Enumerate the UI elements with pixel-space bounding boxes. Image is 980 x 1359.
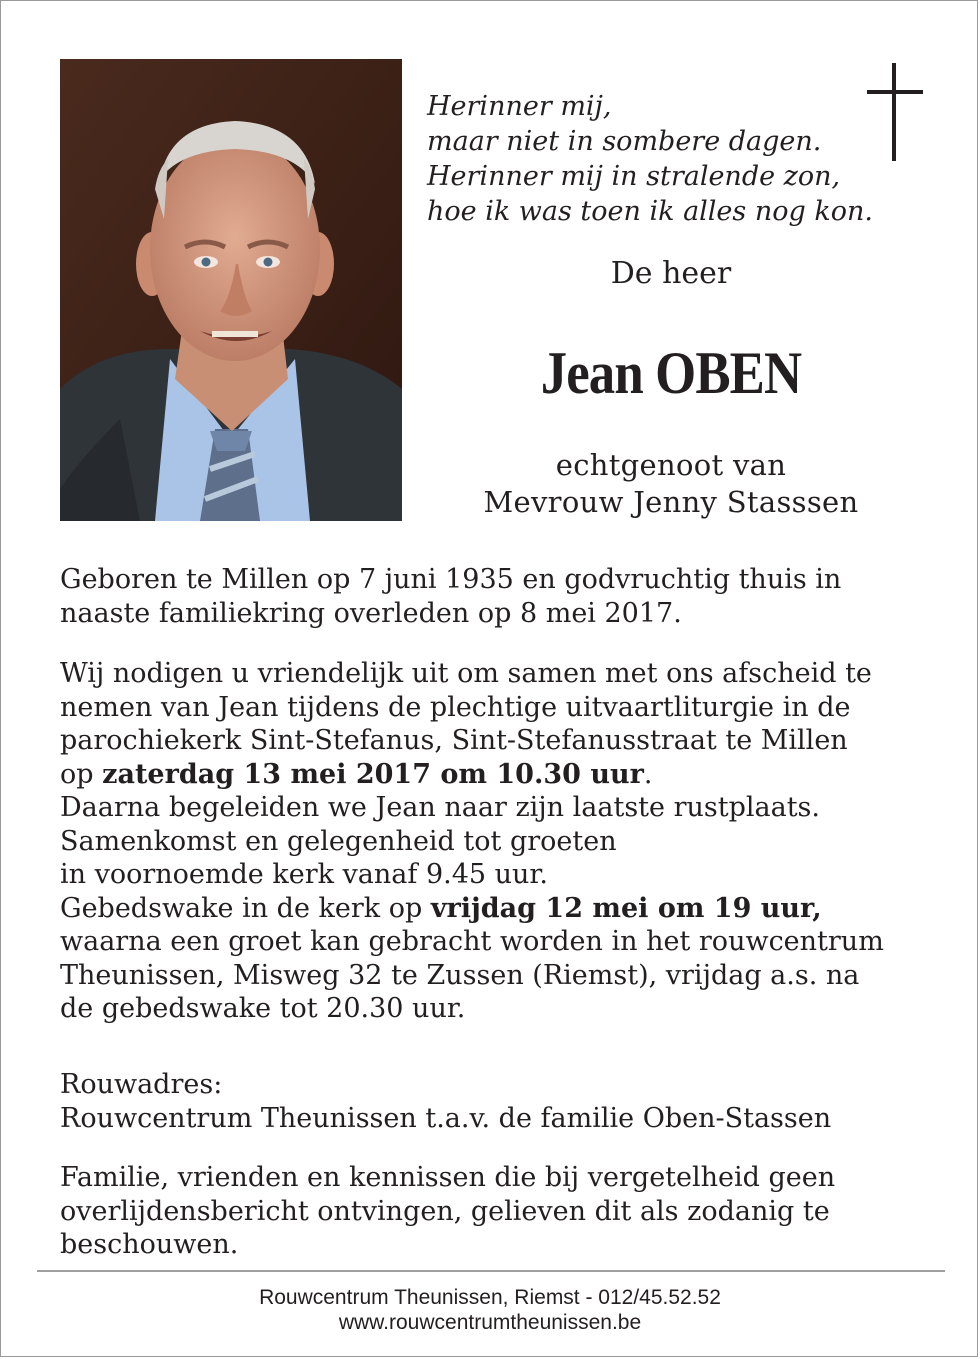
notice-paragraph	[60, 1161, 940, 1262]
text-line: naaste familiekring overleden op 8 mei 2017.	[60, 597, 682, 629]
cross-icon	[863, 63, 925, 161]
honorific: De heer	[610, 256, 732, 291]
address-value: Rouwcentrum Theunissen t.a.v. de familie Oben-Stassen	[60, 1102, 832, 1134]
text-line: beschouwen.	[60, 1229, 239, 1260]
spouse-line-1: echtgenoot van	[555, 448, 787, 482]
poem-line: Herinner mij in stralende zon,	[427, 161, 841, 192]
portrait-illustration	[60, 59, 402, 521]
footer-divider	[37, 1270, 945, 1272]
vigil-line	[60, 892, 940, 926]
service-paragraph	[60, 657, 940, 1026]
deceased-name: Jean OBEN	[540, 340, 802, 406]
text-line: de gebedswake tot 20.30 uur.	[60, 993, 466, 1024]
spouse-line-2: Mevrouw Jenny Stasssen	[483, 485, 859, 519]
text-span: .	[643, 758, 653, 790]
service-date-line	[60, 758, 940, 792]
vigil-date: vrijdag 12 mei om 19 uur,	[430, 892, 822, 924]
poem-line: hoe ik was toen ik alles nog kon.	[427, 196, 873, 227]
birth-death-paragraph	[60, 563, 940, 630]
text-line: overlijdensbericht ontvingen, gelieven dit als zodanig te	[60, 1195, 830, 1227]
address-paragraph	[60, 1068, 940, 1135]
text-line: Familie, vrienden en kennissen die bij vergetelheid geen	[60, 1162, 836, 1193]
portrait-photo	[60, 59, 402, 521]
text-line: Daarna begeleiden we Jean naar zijn laatste rustplaats.	[60, 792, 820, 823]
funeral-date: zaterdag 13 mei 2017 om 10.30 uur	[102, 758, 644, 790]
text-line: waarna een groet kan gebracht worden in het rouwcentrum	[60, 926, 884, 957]
text-line: parochiekerk Sint-Stefanus, Sint-Stefanusstraat te Millen	[60, 725, 848, 756]
funeral-home-website: www.rouwcentrumtheunissen.be	[338, 1311, 642, 1334]
text-span: Gebedswake in de kerk op	[60, 892, 431, 924]
text-line: in voornoemde kerk vanaf 9.45 uur.	[60, 859, 548, 890]
text-line: Samenkomst en gelegenheid tot groeten	[60, 825, 617, 857]
text-line: Theunissen, Misweg 32 te Zussen (Riemst), vrijdag a.s. na	[60, 959, 860, 991]
poem-line: maar niet in sombere dagen.	[427, 126, 822, 157]
spouse-info	[431, 447, 911, 521]
text-line: nemen van Jean tijdens de plechtige uitvaartliturgie in de	[60, 691, 851, 723]
poem-line: Herinner mij,	[427, 91, 612, 122]
text-span: op	[60, 758, 103, 790]
memorial-poem	[427, 89, 873, 229]
text-line: Wij nodigen u vriendelijk uit om samen met ons afscheid te	[60, 658, 872, 689]
funeral-home-contact: Rouwcentrum Theunissen, Riemst - 012/45.52.52	[259, 1286, 721, 1309]
address-label: Rouwadres:	[60, 1069, 223, 1100]
text-line: Geboren te Millen op 7 juni 1935 en godvruchtig thuis in	[60, 564, 842, 595]
